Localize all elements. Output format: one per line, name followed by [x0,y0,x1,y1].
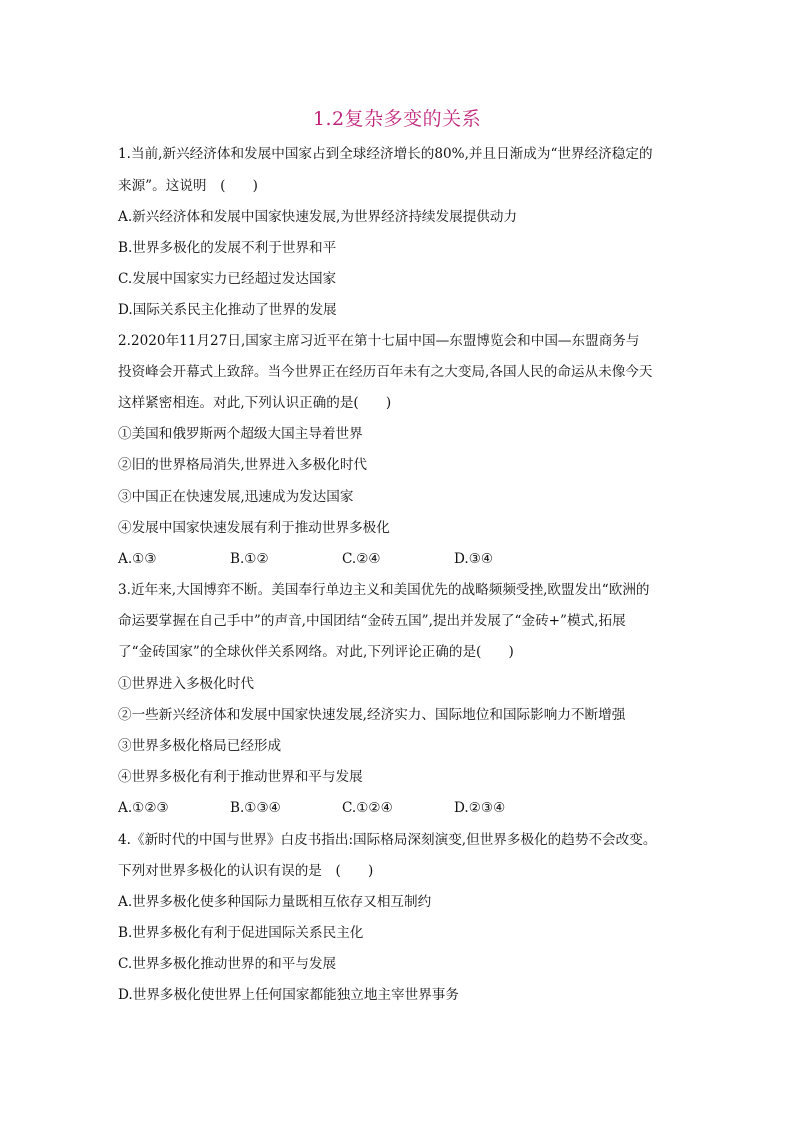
q1-option-a: A.新兴经济体和发展中国家快速发展,为世界经济持续发展提供动力 [118,209,518,225]
q2-stem-line-2: 投资峰会开幕式上致辞。当今世界正在经历百年未有之大变局,各国人民的命运从未像今天 [118,364,653,380]
q1-option-b: B.世界多极化的发展不利于世界和平 [118,240,337,256]
page-title: 1.2复杂多变的关系 [312,108,482,130]
q3-option-c: C.①②④ [342,800,393,816]
q2-statement-4: ④发展中国家快速发展有利于推动世界多极化 [118,520,390,536]
q4-option-c: C.世界多极化推动世界的和平与发展 [118,956,337,972]
q2-option-c: C.②④ [342,551,381,567]
q4-option-a: A.世界多极化使多种国际力量既相互依存又相互制约 [118,894,432,910]
q3-stem-line-3: 了“金砖国家”的全球伙伴关系网络。对此,下列评论正确的是( ) [118,644,514,660]
q2-option-d: D.③④ [454,551,494,567]
q2-stem-line-1: 2.2020年11月27日,国家主席习近平在第十七届中国—东盟博览会和中国—东盟商务与 [118,333,640,349]
q1-stem-line-1: 1.当前,新兴经济体和发展中国家占到全球经济增长的80%,并且日渐成为“世界经济稳定的 [118,146,653,162]
q3-statement-3: ③世界多极化格局已经形成 [118,738,282,754]
q3-stem-line-1: 3.近年来,大国博弈不断。美国奉行单边主义和美国优先的战略频频受挫,欧盟发出“欧洲的 [118,582,650,598]
q4-stem-line-2: 下列对世界多极化的认识有误的是 ( ) [118,863,374,879]
q3-option-a: A.①②③ [118,800,169,816]
q3-statement-1: ①世界进入多极化时代 [118,676,254,692]
q4-option-b: B.世界多极化有利于促进国际关系民主化 [118,925,364,941]
q1-option-d: D.国际关系民主化推动了世界的发展 [118,302,337,318]
q2-statement-2: ②旧的世界格局消失,世界进入多极化时代 [118,457,368,473]
q3-statement-2: ②一些新兴经济体和发展中国家快速发展,经济实力、国际地位和国际影响力不断增强 [118,707,626,723]
q3-stem-line-2: 命运要掌握在自己手中”的声音,中国团结“金砖五国”,提出并发展了“金砖+”模式,拓展 [118,613,626,629]
q4-stem-line-1: 4.《新时代的中国与世界》白皮书指出:国际格局深刻演变,但世界多极化的趋势不会改变。 [118,832,657,848]
q3-statement-4: ④世界多极化有利于推动世界和平与发展 [118,769,363,785]
q3-option-d: D.②③④ [454,800,506,816]
q2-option-a: A.①③ [118,551,157,567]
q2-statement-3: ③中国正在快速发展,迅速成为发达国家 [118,489,354,505]
q4-option-d: D.世界多极化使世界上任何国家都能独立地主宰世界事务 [118,987,459,1003]
q2-option-b: B.①② [230,551,269,567]
q3-option-b: B.①③④ [230,800,281,816]
q2-statement-1: ①美国和俄罗斯两个超级大国主导着世界 [118,426,363,442]
q1-option-c: C.发展中国家实力已经超过发达国家 [118,271,337,287]
q1-stem-line-2: 来源”。这说明 ( ) [118,178,258,194]
q2-stem-line-3: 这样紧密相连。对此,下列认识正确的是( ) [118,395,392,411]
